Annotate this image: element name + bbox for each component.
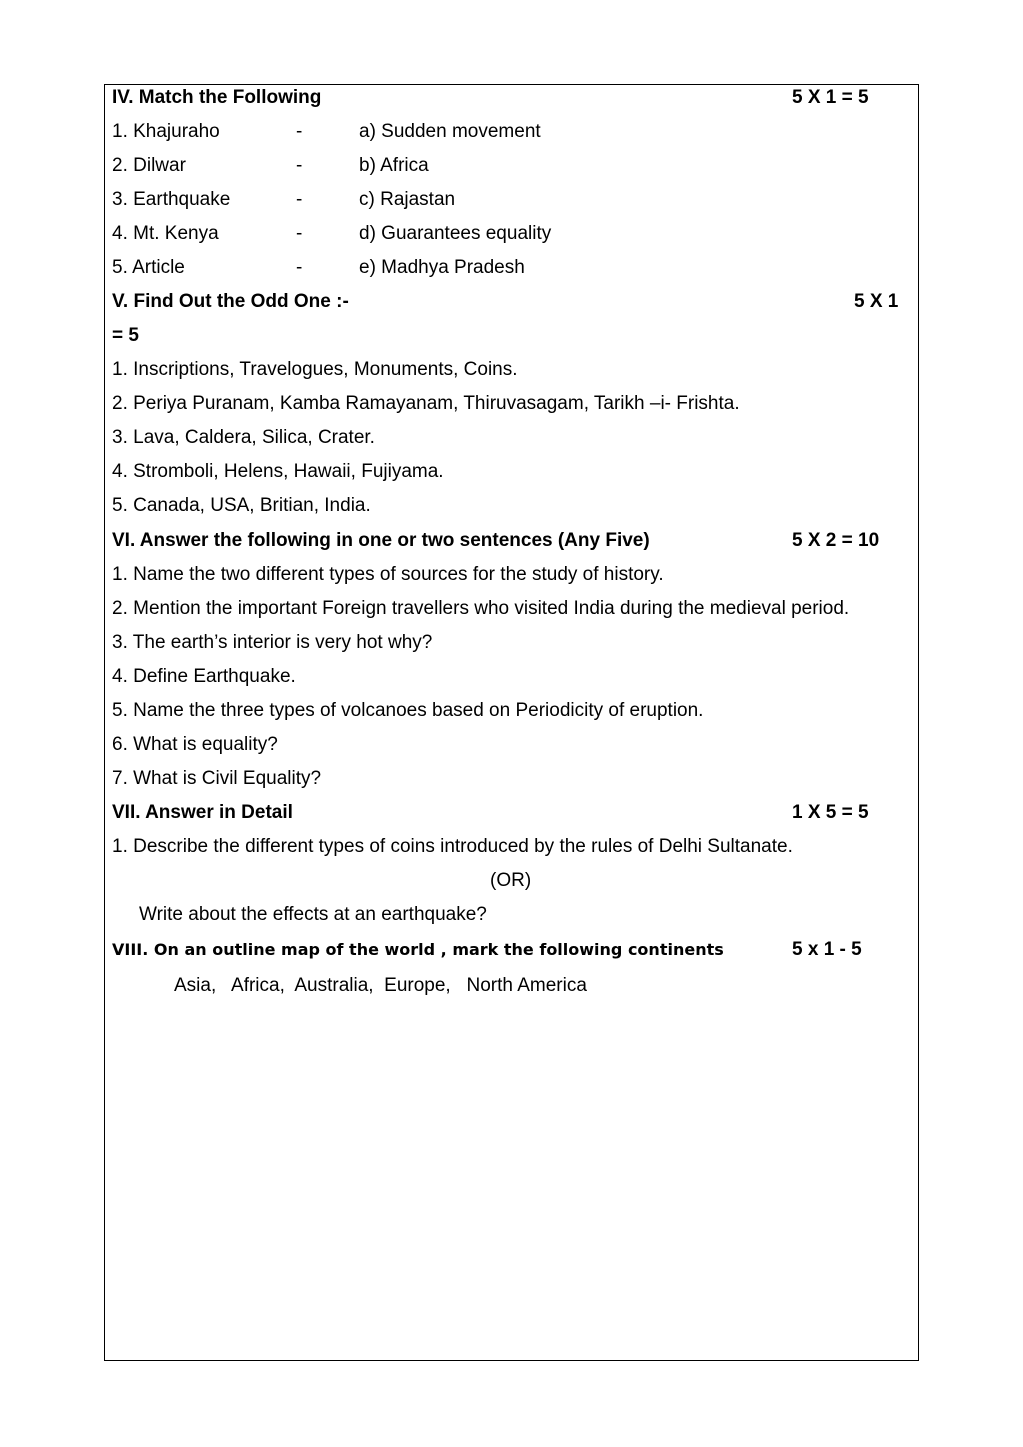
section-6-marks: 5 X 2 = 10 (792, 530, 880, 551)
odd-one-item: 3. Lava, Caldera, Silica, Crater. (112, 427, 375, 448)
or-separator: (OR) (490, 870, 532, 891)
odd-one-item: 1. Inscriptions, Travelogues, Monuments, Coins. (112, 359, 518, 380)
section-8-title: VIII. On an outline map of the world , mark the following continents (112, 940, 724, 959)
section-8-marks: 5 x 1 - 5 (792, 939, 862, 960)
section-7-title: VII. Answer in Detail (112, 802, 293, 823)
short-answer-question: 5. Name the three types of volcanoes based on Periodicity of eruption. (112, 700, 704, 721)
odd-one-item: 2. Periya Puranam, Kamba Ramayanam, Thiruvasagam, Tarikh –i- Frishta. (112, 393, 740, 414)
short-answer-question: 6. What is equality? (112, 734, 278, 755)
match-left: 5. Article (112, 257, 185, 278)
match-dash: - (296, 223, 303, 244)
short-answer-question: 2. Mention the important Foreign travellers who visited India during the medieval period. (112, 598, 850, 619)
match-left: 4. Mt. Kenya (112, 223, 219, 244)
match-row (0, 154, 1023, 178)
match-dash: - (296, 189, 303, 210)
match-row (0, 222, 1023, 246)
match-dash: - (296, 121, 303, 142)
section-4-marks: 5 X 1 = 5 (792, 87, 869, 108)
section-4-title: IV. Match the Following (112, 87, 322, 108)
section-5-marks-continued: = 5 (112, 325, 139, 346)
short-answer-question: 7. What is Civil Equality? (112, 768, 322, 789)
section-7-marks: 1 X 5 = 5 (792, 802, 869, 823)
match-left: 3. Earthquake (112, 189, 231, 210)
section-6-title: VI. Answer the following in one or two sentences (Any Five) (112, 530, 650, 551)
section-5-title: V. Find Out the Odd One :- (112, 291, 349, 312)
match-right: a) Sudden movement (359, 121, 541, 142)
match-right: d) Guarantees equality (359, 223, 552, 244)
section-5-marks: 5 X 1 (854, 291, 899, 312)
match-right: e) Madhya Pradesh (359, 257, 525, 278)
match-row (0, 120, 1023, 144)
match-row (0, 188, 1023, 212)
match-dash: - (296, 257, 303, 278)
match-left: 2. Dilwar (112, 155, 186, 176)
short-answer-question: 4. Define Earthquake. (112, 666, 296, 687)
odd-one-item: 5. Canada, USA, Britian, India. (112, 495, 371, 516)
odd-one-item: 4. Stromboli, Helens, Hawaii, Fujiyama. (112, 461, 444, 482)
short-answer-question: 3. The earth’s interior is very hot why? (112, 632, 433, 653)
match-row (0, 256, 1023, 280)
match-right: c) Rajastan (359, 189, 456, 210)
detail-question-alternative: Write about the effects at an earthquake? (139, 904, 487, 925)
match-right: b) Africa (359, 155, 429, 176)
continents-list: Asia, Africa, Australia, Europe, North America (174, 975, 587, 996)
short-answer-question: 1. Name the two different types of sources for the study of history. (112, 564, 664, 585)
detail-question: 1. Describe the different types of coins introduced by the rules of Delhi Sultanate. (112, 836, 793, 857)
match-left: 1. Khajuraho (112, 121, 220, 142)
match-dash: - (296, 155, 303, 176)
